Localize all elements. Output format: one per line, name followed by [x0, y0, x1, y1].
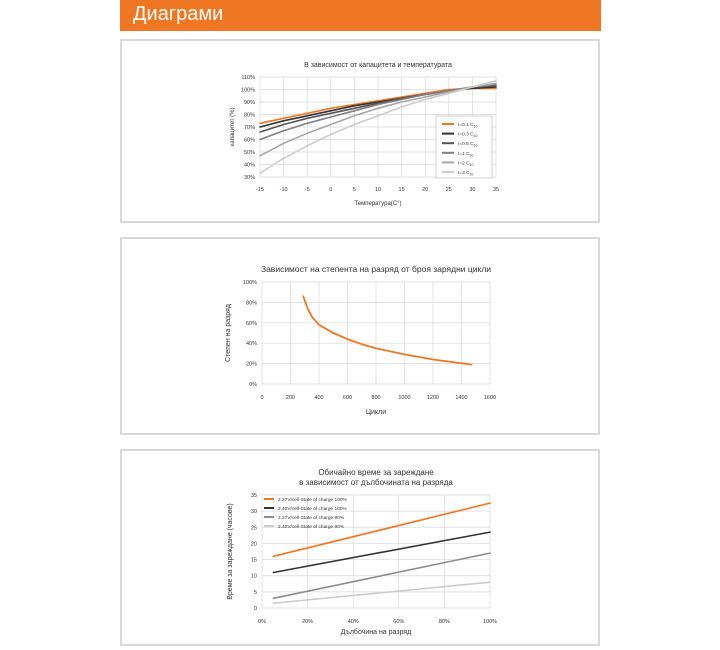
- y-tick-label: 20%: [245, 361, 257, 368]
- legend-entry: 2.40V/cell-State of charge 100%: [278, 507, 347, 512]
- x-tick-label: 1600: [483, 395, 497, 401]
- chart-dod-cycles: [122, 239, 602, 437]
- legend-entry: 2.27V/cell-State of charge 100%: [278, 498, 347, 503]
- y-tick-label: 30%: [243, 175, 255, 181]
- x-tick-label: 30: [469, 187, 476, 193]
- legend-entry: 2.40V/cell-State of charge 90%: [278, 525, 345, 530]
- chart-title: Зависимост на степента на разряд от броя зарядни цикли: [260, 264, 492, 274]
- section-title: Диаграми: [133, 3, 224, 25]
- y-tick-label: 0: [253, 606, 257, 612]
- chart-panel-capacity-temperature: [120, 39, 600, 223]
- x-tick-label: 1200: [426, 395, 440, 401]
- x-axis-label: Температура(C°): [354, 201, 402, 207]
- y-tick-label: 100%: [240, 87, 255, 94]
- x-tick-label: -15: [256, 187, 264, 193]
- x-tick-label: 1000: [398, 395, 411, 401]
- legend-entry: I=2 $C_{10}$: [458, 161, 474, 167]
- chart-panel-charge-time: [120, 449, 600, 646]
- legend-entry-subscript: 10: [469, 172, 474, 177]
- x-tick-label: 5: [352, 187, 356, 193]
- y-tick-label: 40%: [243, 162, 255, 169]
- x-tick-label: 15: [398, 187, 405, 193]
- legend-entry-subscript: 10: [473, 143, 478, 148]
- y-tick-label: 10: [250, 573, 257, 580]
- x-tick-label: 20: [422, 187, 429, 193]
- series-line-2-40v-cell-state-of-charge-100: [273, 532, 490, 572]
- x-tick-label: 0: [260, 395, 264, 401]
- y-axis-label: капацитет (%): [230, 107, 236, 147]
- legend-entry: I=1 $C_{10}$: [458, 151, 474, 158]
- x-tick-label: 20%: [302, 619, 314, 625]
- x-tick-label: -10: [279, 187, 288, 193]
- x-tick-label: -5: [304, 187, 310, 193]
- legend-entry-subscript: 10: [473, 134, 478, 139]
- y-tick-label: 110%: [241, 75, 255, 81]
- chart-title: Обичайно време за зареждане: [318, 468, 434, 477]
- x-tick-label: 600: [342, 395, 353, 401]
- x-axis-label: Цикли: [365, 409, 387, 416]
- x-tick-label: 1400: [455, 395, 468, 401]
- y-tick-label: 60%: [243, 137, 255, 144]
- y-tick-label: 50%: [243, 150, 255, 156]
- y-tick-label: 20: [250, 541, 257, 548]
- x-tick-label: 100%: [482, 619, 498, 625]
- x-tick-label: 40%: [347, 619, 359, 625]
- x-tick-label: 60%: [393, 619, 405, 625]
- series-line-2-40v-cell-state-of-charge-90: [273, 582, 490, 603]
- chart-charge-time: [122, 451, 602, 648]
- y-tick-label: 80%: [245, 300, 257, 307]
- legend-entry-subscript: 10: [469, 162, 474, 167]
- legend-entry-subscript: 10: [473, 124, 478, 129]
- legend-entry: I=3 $C_{10}$: [458, 171, 474, 177]
- x-tick-label: 25: [445, 187, 452, 193]
- x-tick-label: 200: [285, 395, 296, 401]
- x-tick-label: 0%: [258, 619, 266, 625]
- section-header: [120, 0, 601, 31]
- y-tick-label: 0%: [249, 382, 257, 388]
- chart-panel-dod-cycles: [120, 237, 600, 435]
- legend-entry: I=0.3 $C_{10}$: [458, 132, 478, 139]
- y-tick-label: 40%: [245, 341, 257, 348]
- series-line-: [303, 296, 471, 364]
- chart-title: В зависимост от капацитета и температурата: [304, 62, 452, 69]
- y-tick-label: 70%: [243, 125, 255, 131]
- y-tick-label: 80%: [243, 112, 255, 119]
- legend-entry: 2.27V/cell-State of charge 90%: [278, 516, 345, 521]
- y-tick-label: 35: [250, 493, 257, 499]
- legend-entry: I=0.5 $C_{10}$: [458, 142, 478, 148]
- legend-entry: I=0.1 $C_{10}$: [458, 123, 478, 129]
- y-tick-label: 90%: [243, 100, 255, 106]
- y-axis-label: Степен на разряд: [225, 304, 232, 362]
- x-tick-label: 10: [374, 187, 382, 193]
- y-tick-label: 100%: [242, 280, 257, 286]
- x-tick-label: 80%: [438, 619, 450, 625]
- x-tick-label: 400: [314, 395, 324, 401]
- legend-entry-subscript: 10: [469, 153, 474, 158]
- x-tick-label: 800: [371, 395, 381, 401]
- y-tick-label: 30: [250, 509, 257, 516]
- chart-subtitle: в зависимост от дълбочината на разряда: [299, 478, 453, 487]
- y-tick-label: 5: [253, 589, 257, 596]
- y-tick-label: 25: [250, 525, 257, 532]
- y-tick-label: 15: [250, 557, 257, 564]
- x-axis-label: Дълбочина на разряд: [340, 629, 412, 636]
- x-tick-label: 0: [329, 187, 333, 193]
- x-tick-label: 35: [492, 187, 500, 193]
- y-tick-label: 60%: [245, 320, 257, 327]
- y-axis-label: Време за зареждане (часове): [227, 503, 234, 600]
- chart-capacity-temperature: [122, 41, 602, 225]
